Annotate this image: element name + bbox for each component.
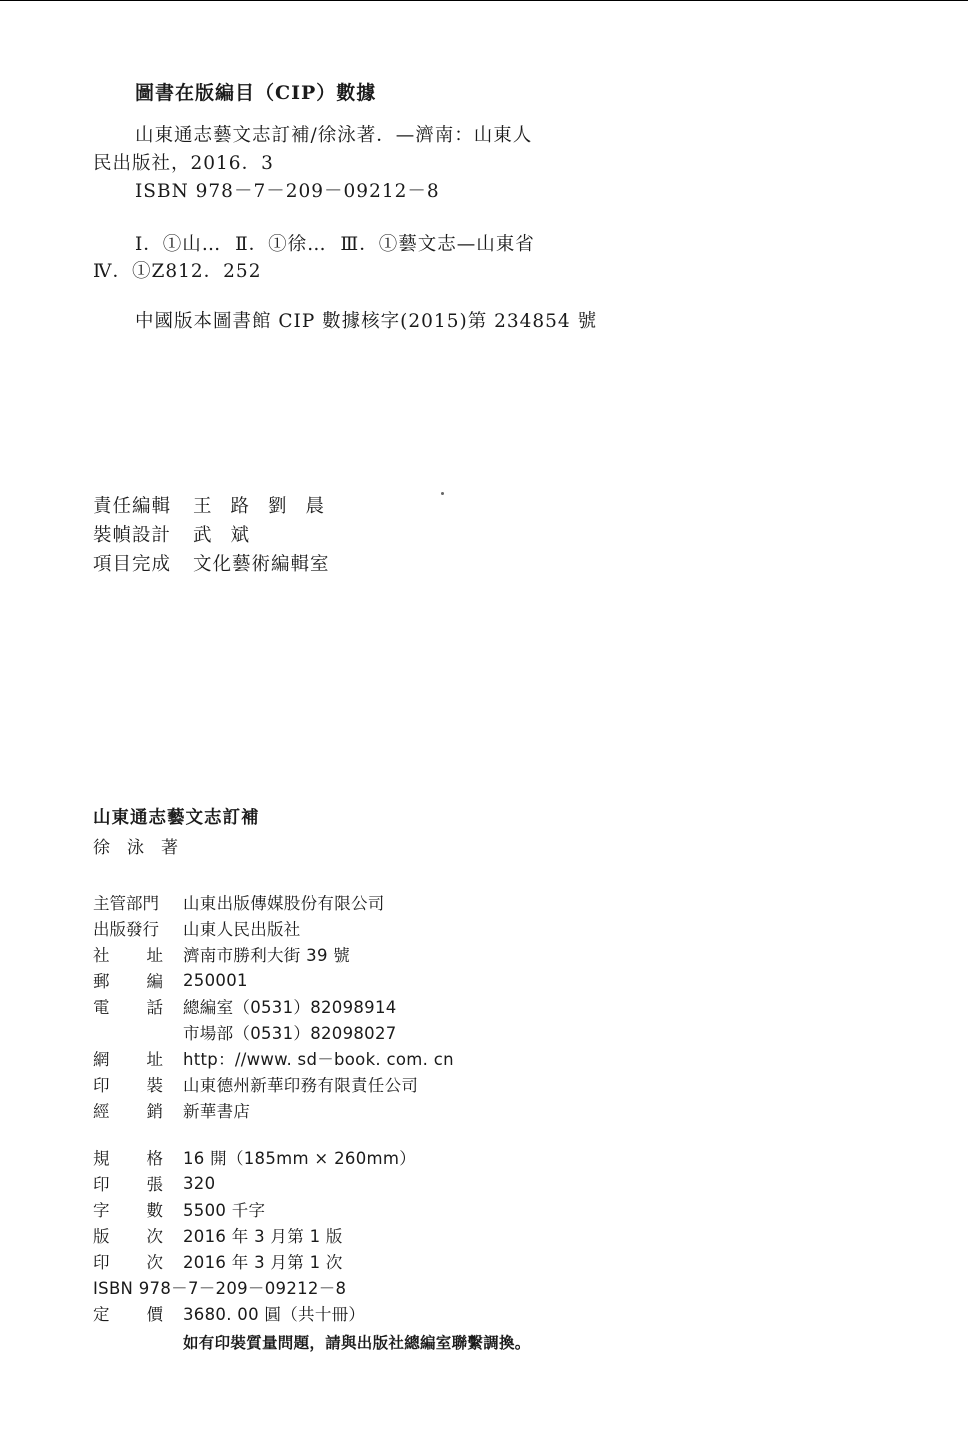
info-row-phone xyxy=(93,993,793,1019)
credit-value: 王路劉晨 xyxy=(193,496,344,517)
label-char: 裝 xyxy=(146,1076,163,1095)
info-label: 主管部門 xyxy=(93,894,159,913)
credit-value: 文化藝術編輯室 xyxy=(193,554,330,575)
spec-row-edition xyxy=(93,1222,793,1248)
info-row-supervisor xyxy=(93,889,793,915)
label-char: 經 xyxy=(93,1102,110,1121)
info-row-postcode xyxy=(93,967,793,993)
spec-label xyxy=(93,1301,163,1325)
label-char: 郵 xyxy=(93,972,110,991)
label-char: 印 xyxy=(93,1076,110,1095)
spec-label xyxy=(93,1223,163,1247)
spec-value: 16 開（185mm × 260mm） xyxy=(183,1149,417,1168)
label-char: 址 xyxy=(146,1050,163,1069)
info-value: 濟南市勝利大街 39 號 xyxy=(183,946,351,965)
label-char: 價 xyxy=(146,1305,163,1324)
label-char: 規 xyxy=(93,1149,110,1168)
spec-row-printing xyxy=(93,1248,793,1274)
spec-value: 5500 千字 xyxy=(183,1201,266,1220)
spec-value: 320 xyxy=(183,1173,216,1193)
info-label: 出版發行 xyxy=(93,920,159,939)
website-link: http：//www. sd－book. com. cn xyxy=(183,1050,454,1069)
price-value: 3680. 00 圓（共十冊） xyxy=(183,1305,366,1324)
label-char: 社 xyxy=(93,946,110,965)
credit-row-design xyxy=(93,521,268,547)
label-char: 次 xyxy=(146,1253,163,1272)
label-char: 話 xyxy=(146,998,163,1017)
credit-row-editor xyxy=(93,492,343,518)
spec-row-price xyxy=(93,1300,793,1326)
label-char: 字 xyxy=(93,1201,110,1220)
info-label xyxy=(93,942,163,966)
cip-classification-2: Ⅳ．①Z812．252 xyxy=(93,261,262,282)
label-char: 數 xyxy=(146,1201,163,1220)
info-row-printer xyxy=(93,1071,793,1097)
info-value: 山東德州新華印務有限責任公司 xyxy=(183,1076,419,1095)
info-label xyxy=(93,968,163,992)
cip-line-publisher: 民出版社，2016．3 xyxy=(93,153,274,174)
label-char: 張 xyxy=(146,1175,163,1194)
cip-number: 中國版本圖書館 CIP 數據核字(2015)第 234854 號 xyxy=(135,311,598,332)
info-label xyxy=(93,1072,163,1096)
spec-value: 2016 年 3 月第 1 版 xyxy=(183,1227,343,1246)
credit-row-department xyxy=(93,550,330,576)
info-label xyxy=(93,1046,163,1070)
spec-value: 2016 年 3 月第 1 次 xyxy=(183,1253,343,1272)
credit-value: 武斌 xyxy=(193,525,269,546)
cip-line-title: 山東通志藝文志訂補/徐泳著．—濟南：山東人 xyxy=(135,125,533,146)
info-label xyxy=(93,1098,163,1122)
top-border-line xyxy=(0,0,968,1)
label-char: 定 xyxy=(93,1305,110,1324)
spec-label xyxy=(93,1249,163,1273)
isbn-value: ISBN 978－7－209－09212－8 xyxy=(93,1279,347,1298)
label-char: 印 xyxy=(93,1175,110,1194)
spec-row-isbn xyxy=(93,1274,793,1300)
book-author: 徐泳著 xyxy=(93,838,195,858)
quality-notice: 如有印裝質量問題，請與出版社總編室聯繫調換。 xyxy=(183,1334,531,1352)
credit-label: 責任編輯 xyxy=(93,496,172,517)
cip-line-isbn: ISBN 978－7－209－09212－8 xyxy=(135,181,440,202)
book-title: 山東通志藝文志訂補 xyxy=(93,808,260,828)
info-value: 總編室（0531）82098914 xyxy=(183,998,397,1017)
spec-label xyxy=(93,1145,163,1169)
info-row-address xyxy=(93,941,793,967)
info-row-publisher xyxy=(93,915,793,941)
credit-label: 項目完成 xyxy=(93,554,172,575)
label-char: 編 xyxy=(146,972,163,991)
cip-classification-1: Ⅰ．①山… Ⅱ．①徐… Ⅲ．①藝文志—山東省 xyxy=(135,234,535,255)
label-char: 銷 xyxy=(146,1102,163,1121)
info-row-website xyxy=(93,1045,793,1071)
info-row-phone-market xyxy=(93,1019,793,1045)
spec-label xyxy=(93,1197,163,1221)
spec-label xyxy=(93,1171,163,1195)
credit-label: 裝幀設計 xyxy=(93,525,172,546)
info-value: 山東出版傳媒股份有限公司 xyxy=(183,894,385,913)
label-char: 網 xyxy=(93,1050,110,1069)
label-char: 次 xyxy=(146,1227,163,1246)
info-value: 市場部（0531）82098027 xyxy=(183,1024,397,1043)
specifications xyxy=(93,1144,793,1326)
spec-row-words xyxy=(93,1196,793,1222)
info-value: 新華書店 xyxy=(183,1102,251,1121)
publication-info xyxy=(93,889,793,1123)
info-row-distributor xyxy=(93,1097,793,1123)
info-label xyxy=(93,994,163,1018)
spec-row-format xyxy=(93,1144,793,1170)
label-char: 版 xyxy=(93,1227,110,1246)
label-char: 電 xyxy=(93,998,110,1017)
spec-row-sheets xyxy=(93,1170,793,1196)
label-char: 格 xyxy=(146,1149,163,1168)
scan-speck xyxy=(441,492,444,495)
cip-heading: 圖書在版編目（CIP）數據 xyxy=(135,82,377,104)
label-char: 印 xyxy=(93,1253,110,1272)
label-char: 址 xyxy=(146,946,163,965)
info-value: 250001 xyxy=(183,970,248,990)
info-value: 山東人民出版社 xyxy=(183,920,301,939)
